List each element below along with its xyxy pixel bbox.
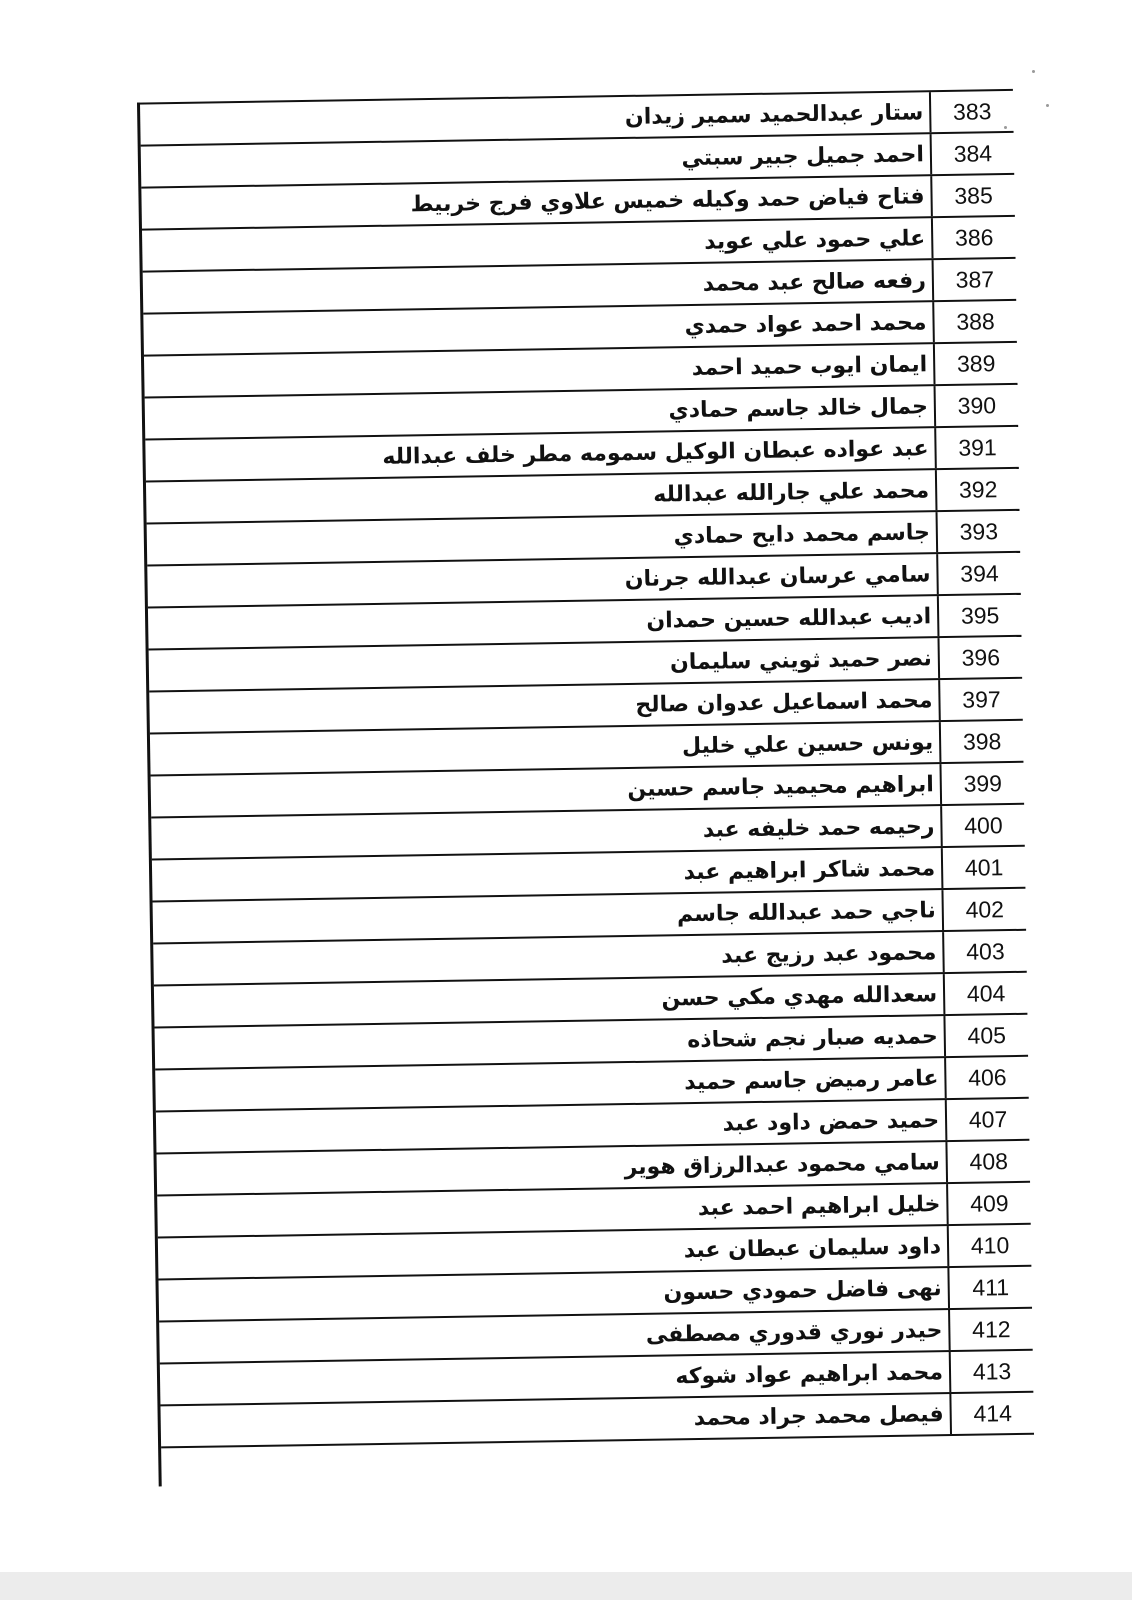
person-name: فيصل محمد جراد محمد <box>693 1402 944 1432</box>
row-number: 393 <box>936 511 1021 552</box>
row-number: 392 <box>935 469 1020 510</box>
person-name: نصر حميد ثويني سليمان <box>669 646 933 676</box>
row-number: 413 <box>949 1351 1034 1392</box>
person-name: رفعه صالح عبد محمد <box>702 268 927 297</box>
person-name: ابراهيم محيميد جاسم حسين <box>627 772 934 803</box>
row-number: 391 <box>934 427 1019 468</box>
person-name: محمد شاكر ابراهيم عبد <box>683 856 936 886</box>
row-number: 408 <box>945 1141 1030 1182</box>
person-name: اديب عبدالله حسين حمدان <box>646 604 932 634</box>
row-number: 407 <box>945 1099 1030 1140</box>
row-number: 386 <box>931 217 1016 258</box>
scan-bottom-edge <box>0 1572 1132 1600</box>
person-name: رحيمه حمد خليفه عبد <box>702 814 935 843</box>
person-name: سامي محمود عبدالرزاق هوير <box>624 1150 940 1181</box>
row-number: 411 <box>947 1267 1032 1308</box>
row-number: 397 <box>938 679 1023 720</box>
row-number: 396 <box>937 637 1022 678</box>
person-name: خليل ابراهيم احمد عبد <box>697 1192 941 1221</box>
person-name: محمود عبد رزيج عبد <box>721 940 937 969</box>
row-number: 404 <box>943 973 1028 1014</box>
person-name: محمد احمد عواد حمدي <box>684 310 927 340</box>
person-name: حميد حمض داود عبد <box>722 1108 940 1137</box>
row-number: 406 <box>944 1057 1029 1098</box>
person-name: حيدر نوري قدوري مصطفى <box>645 1318 943 1348</box>
person-name: فتاح فياض حمد وكيله خميس علاوي فرج خربيط <box>410 184 925 218</box>
row-number: 414 <box>949 1393 1034 1434</box>
row-number: 384 <box>930 133 1015 174</box>
row-number: 400 <box>940 805 1025 846</box>
person-name: جاسم محمد دايح حمادي <box>673 520 931 550</box>
row-number: 398 <box>939 721 1024 762</box>
row-number: 389 <box>933 343 1018 384</box>
person-name: جمال خالد جاسم حمادي <box>668 394 929 424</box>
person-name: حمديه صبار نجم شحاذه <box>687 1024 938 1054</box>
person-name: يونس حسين علي خليل <box>681 730 934 760</box>
person-name: ايمان ايوب حميد احمد <box>691 352 928 381</box>
person-name: محمد علي جارالله عبدالله <box>653 478 930 508</box>
row-number: 383 <box>929 91 1014 132</box>
person-name: نهى فاضل حمودي حسون <box>663 1276 942 1306</box>
person-name: عبد عواده عبطان الوكيل سمومه مطر خلف عبدالله <box>382 436 929 470</box>
row-number: 390 <box>934 385 1019 426</box>
row-number: 412 <box>948 1309 1033 1350</box>
person-name: داود سليمان عبطان عبد <box>683 1234 942 1264</box>
row-number: 394 <box>936 553 1021 594</box>
row-number: 409 <box>946 1183 1031 1224</box>
row-number: 387 <box>932 259 1017 300</box>
row-number: 405 <box>943 1015 1028 1056</box>
row-number: 395 <box>937 595 1022 636</box>
person-name: محمد اسماعيل عدوان صالح <box>635 688 933 718</box>
person-name: سعدالله مهدي مكي حسن <box>661 982 938 1012</box>
person-name: سامي عرسان عبدالله جرنان <box>624 562 931 593</box>
person-name: ستار عبدالحميد سمير زيدان <box>624 100 924 130</box>
row-number: 399 <box>939 763 1024 804</box>
row-number: 401 <box>941 847 1026 888</box>
row-number: 385 <box>930 175 1015 216</box>
names-table <box>137 89 1035 1487</box>
row-number: 403 <box>942 931 1027 972</box>
person-name: علي حمود علي عويد <box>704 226 926 255</box>
person-name: عامر رميض جاسم حميد <box>684 1066 939 1096</box>
row-number: 402 <box>941 889 1026 930</box>
row-number: 388 <box>932 301 1017 342</box>
row-number: 410 <box>947 1225 1032 1266</box>
person-name: ناجي حمد عبدالله جاسم <box>676 898 936 928</box>
person-name: احمد جميل جبير سبتي <box>681 142 925 172</box>
person-name: محمد ابراهيم عواد شوكه <box>675 1360 944 1390</box>
